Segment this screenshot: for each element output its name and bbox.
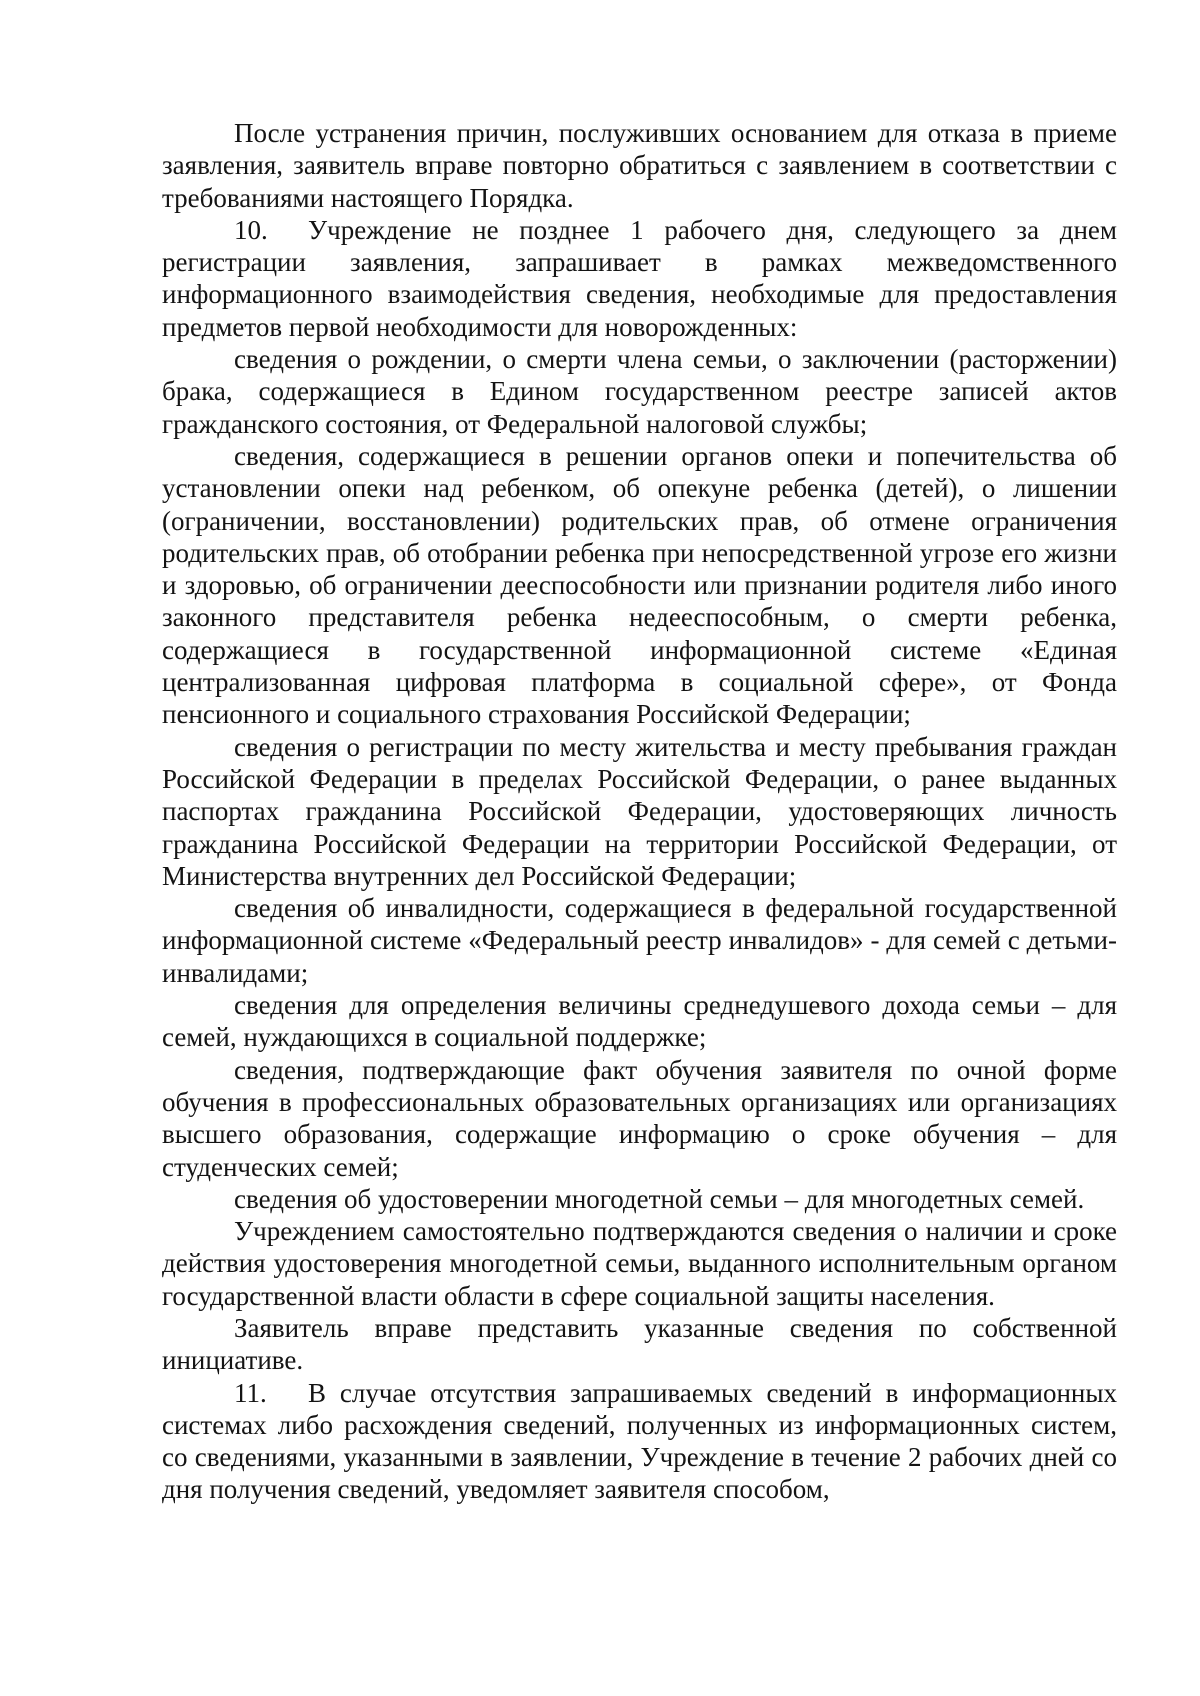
- paragraph-text: В случае отсутствия запрашиваемых сведений в информационных системах либо расхождения сведений, полученных из информационных систем, со сведениями, указанными в заявлении, Учреждение в течение 2 рабочих дней со дня получения сведений, уведомляет заявителя способом,: [162, 1377, 1117, 1505]
- paragraph-10: [162, 214, 1117, 343]
- list-item-education: [162, 1054, 1117, 1183]
- paragraph-text: Учреждение не позднее 1 рабочего дня, следующего за днем регистрации заявления, запрашивает в рамках межведомственного информационного взаимодействия сведения, необходимые для предоставления предметов первой необходимости для новорожденных:: [162, 214, 1117, 342]
- document-body: [162, 117, 1117, 1506]
- paragraph-own-initiative: [162, 1312, 1117, 1377]
- paragraph-number: 10.: [234, 214, 268, 245]
- list-item-registration: [162, 731, 1117, 892]
- paragraph-text: Заявитель вправе представить указанные сведения по собственной инициативе.: [162, 1312, 1117, 1376]
- paragraph-number: 11.: [234, 1377, 267, 1408]
- paragraph-text: сведения о регистрации по месту жительства и месту пребывания граждан Российской Федерации в пределах Российской Федерации, о ранее выданных паспортах гражданина Российской Федерации, удостоверяющих личность гражданина Российской Федерации на территории Российской Федерации, от Министерства внутренних дел Российской Федерации;: [162, 731, 1117, 891]
- paragraph-after-removal: [162, 117, 1117, 214]
- paragraph-text: сведения об инвалидности, содержащиеся в федеральной государственной информационной системе «Федеральный реестр инвалидов» - для семей с детьми-инвалидами;: [162, 893, 1117, 988]
- paragraph-text: Учреждением самостоятельно подтверждаются сведения о наличии и сроке действия удостоверения многодетной семьи, выданного исполнительным органом государственной власти области в сфере социальной защиты населения.: [162, 1216, 1117, 1311]
- paragraph-text: сведения о рождении, о смерти члена семьи, о заключении (расторжении) брака, содержащиеся в Едином государственном реестре записей актов гражданского состояния, от Федеральной налоговой службы;: [162, 344, 1117, 439]
- list-item-large-family: [162, 1183, 1117, 1215]
- list-item-guardianship: [162, 440, 1117, 731]
- paragraph-text: сведения, подтверждающие факт обучения заявителя по очной форме обучения в профессиональных образовательных организациях или организациях высшего образования, содержащие информацию о сроке обучения – для студенческих семей;: [162, 1054, 1117, 1182]
- list-item-birth-death: [162, 343, 1117, 440]
- paragraph-text: сведения, содержащиеся в решении органов опеки и попечительства об установлении опеки над ребенком, об опекуне ребенка (детей), о лишении (ограничении, восстановлении) родительских прав, об отмене ограничения родительских прав, об отобрании ребенка при непосредственной угрозе его жизни и здоровью, об ограничении дееспособности или признании родителя либо иного законного представителя ребенка недееспособным, о смерти ребенка, содержащиеся в государственной информационной системе «Единая централизованная цифровая платформа в социальной сфере», от Фонда пенсионного и социального страхования Российской Федерации;: [162, 440, 1117, 730]
- paragraph-text: После устранения причин, послуживших основанием для отказа в приеме заявления, заявитель вправе повторно обратиться с заявлением в соответствии с требованиями настоящего Порядка.: [162, 118, 1117, 213]
- paragraph-11: [162, 1377, 1117, 1506]
- paragraph-text: сведения об удостоверении многодетной семьи – для многодетных семей.: [234, 1183, 1085, 1214]
- paragraph-text: сведения для определения величины среднедушевого дохода семьи – для семей, нуждающихся в социальной поддержке;: [162, 990, 1117, 1053]
- paragraph-self-confirmation: [162, 1215, 1117, 1312]
- list-item-disability: [162, 892, 1117, 989]
- list-item-income: [162, 989, 1117, 1054]
